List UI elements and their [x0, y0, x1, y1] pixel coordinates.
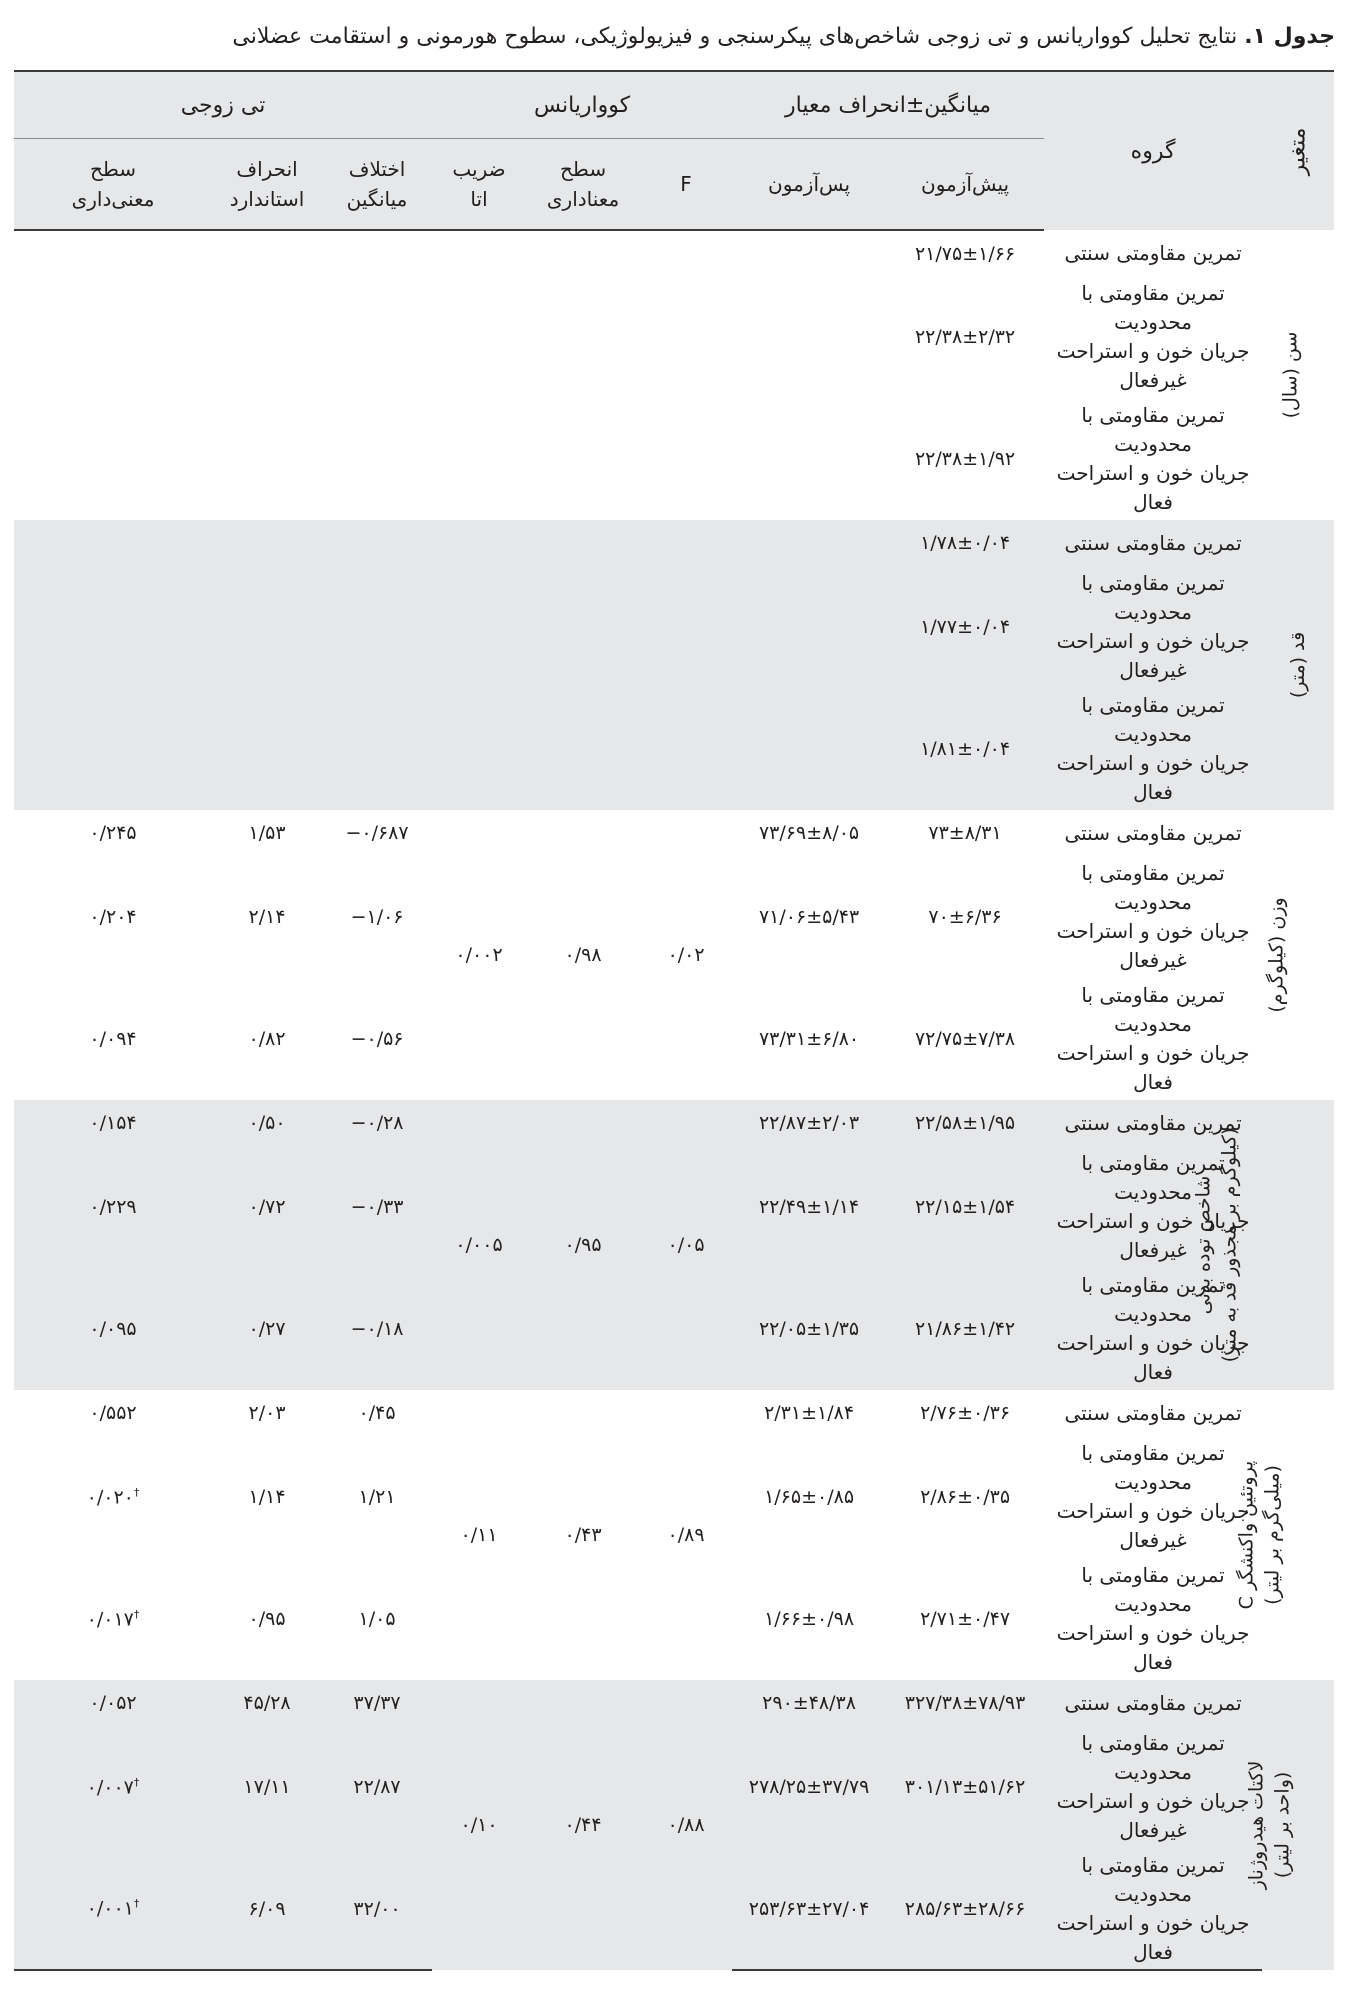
group-cell: تمرین مقاومتی با محدودیت جریان خون و استراحت فعال — [1056, 403, 1250, 514]
mean-diff-cell: ۱/۰۵ — [358, 1608, 396, 1630]
group-cell: تمرین مقاومتی با محدودیت جریان خون و استراحت فعال — [1044, 1268, 1262, 1390]
header-group: گروه — [1044, 71, 1262, 230]
header-variable: متغیر — [1262, 71, 1334, 230]
posttest-cell: ۷۳/۳۱±۶/۸۰ — [758, 1028, 860, 1050]
results-table — [14, 70, 1334, 1971]
group-cell: تمرین مقاومتی با محدودیت جریان خون و استراحت فعال — [1056, 983, 1250, 1094]
header-mean-sd: میانگین±انحراف معیار — [732, 71, 1044, 139]
group-cell: تمرین مقاومتی با محدودیت جریان خون و استراحت فعال — [1044, 688, 1262, 810]
sig-cell — [526, 520, 640, 810]
sd-cell — [212, 688, 322, 810]
header-sd: انحراف استاندارد — [212, 139, 322, 231]
sig-cell: ۰/۹۵ — [526, 1100, 640, 1390]
pretest-cell: ۲/۷۱±۰/۴۷ — [920, 1608, 1011, 1630]
sd-cell — [212, 230, 322, 276]
t-sig-cell: ۰/۲۲۹ — [14, 1146, 212, 1268]
group-cell: تمرین مقاومتی سنتی — [1064, 240, 1242, 265]
eta-cell — [432, 520, 526, 810]
table-caption — [14, 20, 1335, 54]
pretest-cell: ۲/۷۶±۰/۳۶ — [920, 1402, 1011, 1424]
mean-diff-cell: −۱/۰۶ — [350, 906, 404, 928]
t-sig-cell — [14, 230, 212, 276]
sd-cell: ۲/۰۳ — [248, 1402, 286, 1424]
t-sig-cell: ۰/۲۰۴ — [89, 906, 137, 928]
posttest-cell — [732, 520, 886, 566]
mean-diff-cell — [322, 566, 432, 688]
posttest-cell: ۲/۳۱±۱/۸۴ — [764, 1402, 855, 1424]
t-sig-cell: ۰/۰۱۷† — [86, 1607, 140, 1631]
table-row — [14, 810, 1334, 856]
pretest-cell: ۱/۸۱±۰/۰۴ — [886, 688, 1044, 810]
sd-cell: ۰/۸۲ — [248, 1028, 286, 1050]
t-sig-cell: ۰/۲۴۵ — [89, 822, 137, 844]
sd-cell: ۰/۵۰ — [212, 1100, 322, 1146]
posttest-cell: ۱/۶۵±۰/۸۵ — [764, 1486, 855, 1508]
group-cell: تمرین مقاومتی با محدودیت جریان خون و استراحت غیرفعال — [1044, 1726, 1262, 1848]
posttest-cell: ۲۲/۴۹±۱/۱۴ — [732, 1146, 886, 1268]
group-cell: تمرین مقاومتی با محدودیت جریان خون و استراحت غیرفعال — [1044, 566, 1262, 688]
posttest-cell: ۲۹۰±۴۸/۳۸ — [732, 1680, 886, 1726]
dagger-mark: † — [133, 1607, 140, 1621]
sig-cell: ۰/۴۳ — [564, 1524, 602, 1546]
sd-cell — [212, 398, 322, 520]
f-cell: ۰/۰۵ — [640, 1100, 732, 1390]
pretest-cell: ۱/۷۷±۰/۰۴ — [886, 566, 1044, 688]
posttest-cell — [732, 230, 886, 276]
pretest-cell: ۷۰±۶/۳۶ — [928, 906, 1002, 928]
sd-cell: ۱/۵۳ — [248, 822, 286, 844]
header-paired-t: تی زوجی — [14, 71, 432, 139]
f-cell — [640, 520, 732, 810]
f-cell — [640, 230, 732, 520]
mean-diff-cell: −۰/۱۸ — [322, 1268, 432, 1390]
pretest-cell: ۲۸۵/۶۳±۲۸/۶۶ — [886, 1848, 1044, 1970]
mean-diff-cell: ۳۲/۰۰ — [322, 1848, 432, 1970]
mean-diff-cell: ۳۷/۳۷ — [322, 1680, 432, 1726]
pretest-cell: ۳۰۱/۱۳±۵۱/۶۲ — [886, 1726, 1044, 1848]
group-cell: تمرین مقاومتی سنتی — [1044, 520, 1262, 566]
pretest-cell: ۲۱/۷۵±۱/۶۶ — [914, 242, 1016, 265]
mean-diff-cell — [322, 398, 432, 520]
t-sig-cell: ۰/۵۵۲ — [89, 1402, 137, 1424]
group-cell: تمرین مقاومتی سنتی — [1044, 1680, 1262, 1726]
table-row — [14, 520, 1334, 566]
posttest-cell: ۲۲/۰۵±۱/۳۵ — [732, 1268, 886, 1390]
t-sig-cell: ۰/۰۹۵ — [14, 1268, 212, 1390]
pretest-cell: ۷۲/۷۵±۷/۳۸ — [914, 1028, 1016, 1050]
posttest-cell — [732, 276, 886, 398]
pretest-cell: ۲۲/۳۸±۲/۳۲ — [914, 326, 1016, 348]
eta-cell — [432, 230, 526, 520]
sd-cell: ۴۵/۲۸ — [212, 1680, 322, 1726]
mean-diff-cell — [322, 230, 432, 276]
group-cell: تمرین مقاومتی سنتی — [1064, 1400, 1242, 1425]
pretest-cell: ۲۲/۱۵±۱/۵۴ — [886, 1146, 1044, 1268]
sig-cell: ۰/۹۸ — [564, 944, 602, 966]
mean-diff-cell: −۰/۵۶ — [350, 1028, 404, 1050]
t-sig-cell — [14, 398, 212, 520]
eta-cell: ۰/۱۱ — [460, 1524, 498, 1546]
table-row — [14, 230, 1334, 276]
sd-cell — [212, 276, 322, 398]
table-row — [14, 1680, 1334, 1726]
group-cell: تمرین مقاومتی با محدودیت جریان خون و استراحت غیرفعال — [1056, 1441, 1250, 1552]
sd-cell: ۱/۱۴ — [248, 1486, 286, 1508]
t-sig-cell: ۰/۰۵۲ — [14, 1680, 212, 1726]
t-sig-cell: ۰/۰۲۰† — [86, 1485, 140, 1509]
pretest-cell: ۲۲/۵۸±۱/۹۵ — [886, 1100, 1044, 1146]
mean-diff-cell — [322, 688, 432, 810]
t-sig-cell — [14, 688, 212, 810]
posttest-cell — [732, 688, 886, 810]
f-cell: ۰/۸۹ — [667, 1524, 705, 1546]
caption-lead: جدول ۱. — [1244, 24, 1335, 49]
sd-cell: ۰/۲۷ — [212, 1268, 322, 1390]
header-f: F — [640, 139, 732, 231]
header-ancova: کوواریانس — [432, 71, 732, 139]
caption-text: نتایج تحلیل کوواریانس و تی زوجی شاخص‌های پیکرسنجی و فیزیولوژیکی، سطوح هورمونی و استقامت عضلانی — [232, 24, 1245, 49]
variable-cell: شاخص توده بدنی (کیلوگرم بر مجذور قد به متر) — [1262, 1100, 1334, 1390]
posttest-cell: ۷۱/۰۶±۵/۴۳ — [758, 906, 860, 928]
pretest-cell: ۲۲/۳۸±۱/۹۲ — [914, 448, 1016, 470]
f-cell: ۰/۰۲ — [667, 944, 705, 966]
header-sig: سطح معناداری — [526, 139, 640, 231]
pretest-cell: ۱/۷۸±۰/۰۴ — [886, 520, 1044, 566]
mean-diff-cell: ۲۲/۸۷ — [322, 1726, 432, 1848]
sd-cell: ۶/۰۹ — [212, 1848, 322, 1970]
sd-cell: ۰/۷۲ — [212, 1146, 322, 1268]
t-sig-cell — [14, 520, 212, 566]
table-row — [14, 1100, 1334, 1146]
mean-diff-cell — [322, 276, 432, 398]
variable-cell: سن (سال) — [1279, 331, 1302, 419]
group-cell: تمرین مقاومتی با محدودیت جریان خون و استراحت غیرفعال — [1056, 281, 1250, 392]
variable-cell: قد (متر) — [1262, 520, 1334, 810]
header-eta: ضریب اتا — [432, 139, 526, 231]
t-sig-cell: ۰/۱۵۴ — [14, 1100, 212, 1146]
sd-cell: ۰/۹۵ — [248, 1608, 286, 1630]
variable-cell: وزن (کیلوگرم) — [1265, 897, 1288, 1013]
group-cell: تمرین مقاومتی سنتی — [1044, 1100, 1262, 1146]
pretest-cell: ۲۱/۸۶±۱/۴۲ — [886, 1268, 1044, 1390]
pretest-cell: ۳۲۷/۳۸±۷۸/۹۳ — [886, 1680, 1044, 1726]
posttest-cell — [732, 398, 886, 520]
variable-cell: لاکتات هیدروژناز (واحد بر لیتر) — [1262, 1680, 1334, 1970]
group-cell: تمرین مقاومتی با محدودیت جریان خون و استراحت غیرفعال — [1056, 861, 1250, 972]
header-mean-diff: اختلاف میانگین — [322, 139, 432, 231]
dagger-mark: † — [133, 1897, 140, 1911]
sd-cell — [212, 566, 322, 688]
group-cell: تمرین مقاومتی با محدودیت جریان خون و استراحت فعال — [1056, 1563, 1250, 1674]
group-cell: تمرین مقاومتی با محدودیت جریان خون و استراحت غیرفعال — [1044, 1146, 1262, 1268]
header-posttest: پس‌آزمون — [732, 139, 886, 231]
posttest-cell: ۲۵۳/۶۳±۲۷/۰۴ — [732, 1848, 886, 1970]
pretest-cell: ۲/۸۶±۰/۳۵ — [920, 1486, 1011, 1508]
mean-diff-cell: ۱/۲۱ — [358, 1486, 396, 1508]
group-cell: تمرین مقاومتی سنتی — [1064, 820, 1242, 845]
sd-cell: ۱۷/۱۱ — [212, 1726, 322, 1848]
t-sig-cell: ۰/۰۹۴ — [89, 1028, 137, 1050]
eta-cell: ۰/۱۰ — [432, 1680, 526, 1970]
mean-diff-cell: −۰/۲۸ — [322, 1100, 432, 1146]
posttest-cell: ۱/۶۶±۰/۹۸ — [764, 1608, 855, 1630]
posttest-cell — [732, 566, 886, 688]
t-sig-cell: ۰/۰۰۱† — [14, 1848, 212, 1970]
variable-cell: پروتئین واکنشگر C (میلی‌گرم بر لیتر) — [1235, 1460, 1284, 1610]
mean-diff-cell: ۰/۴۵ — [358, 1402, 396, 1424]
sd-cell: ۲/۱۴ — [248, 906, 286, 928]
t-sig-cell — [14, 566, 212, 688]
posttest-cell: ۷۳/۶۹±۸/۰۵ — [758, 822, 860, 844]
eta-cell: ۰/۰۰۵ — [432, 1100, 526, 1390]
table-row — [14, 1390, 1334, 1436]
mean-diff-cell — [322, 520, 432, 566]
t-sig-cell: ۰/۰۰۷† — [14, 1726, 212, 1848]
group-cell: تمرین مقاومتی با محدودیت جریان خون و استراحت فعال — [1044, 1848, 1262, 1970]
posttest-cell: ۲۲/۸۷±۲/۰۳ — [732, 1100, 886, 1146]
sig-cell: ۰/۴۴ — [526, 1680, 640, 1970]
dagger-mark: † — [133, 1775, 140, 1789]
mean-diff-cell: −۰/۳۳ — [322, 1146, 432, 1268]
sig-cell — [526, 230, 640, 520]
header-t-sig: سطح معنی‌داری — [14, 139, 212, 231]
t-sig-cell — [14, 276, 212, 398]
pretest-cell: ۷۳±۸/۳۱ — [928, 822, 1002, 844]
dagger-mark: † — [133, 1485, 140, 1499]
header-pretest: پیش‌آزمون — [886, 139, 1044, 231]
eta-cell: ۰/۰۰۲ — [455, 944, 503, 966]
posttest-cell: ۲۷۸/۲۵±۳۷/۷۹ — [732, 1726, 886, 1848]
f-cell: ۰/۸۸ — [640, 1680, 732, 1970]
sd-cell — [212, 520, 322, 566]
mean-diff-cell: −۰/۶۸۷ — [345, 822, 409, 844]
